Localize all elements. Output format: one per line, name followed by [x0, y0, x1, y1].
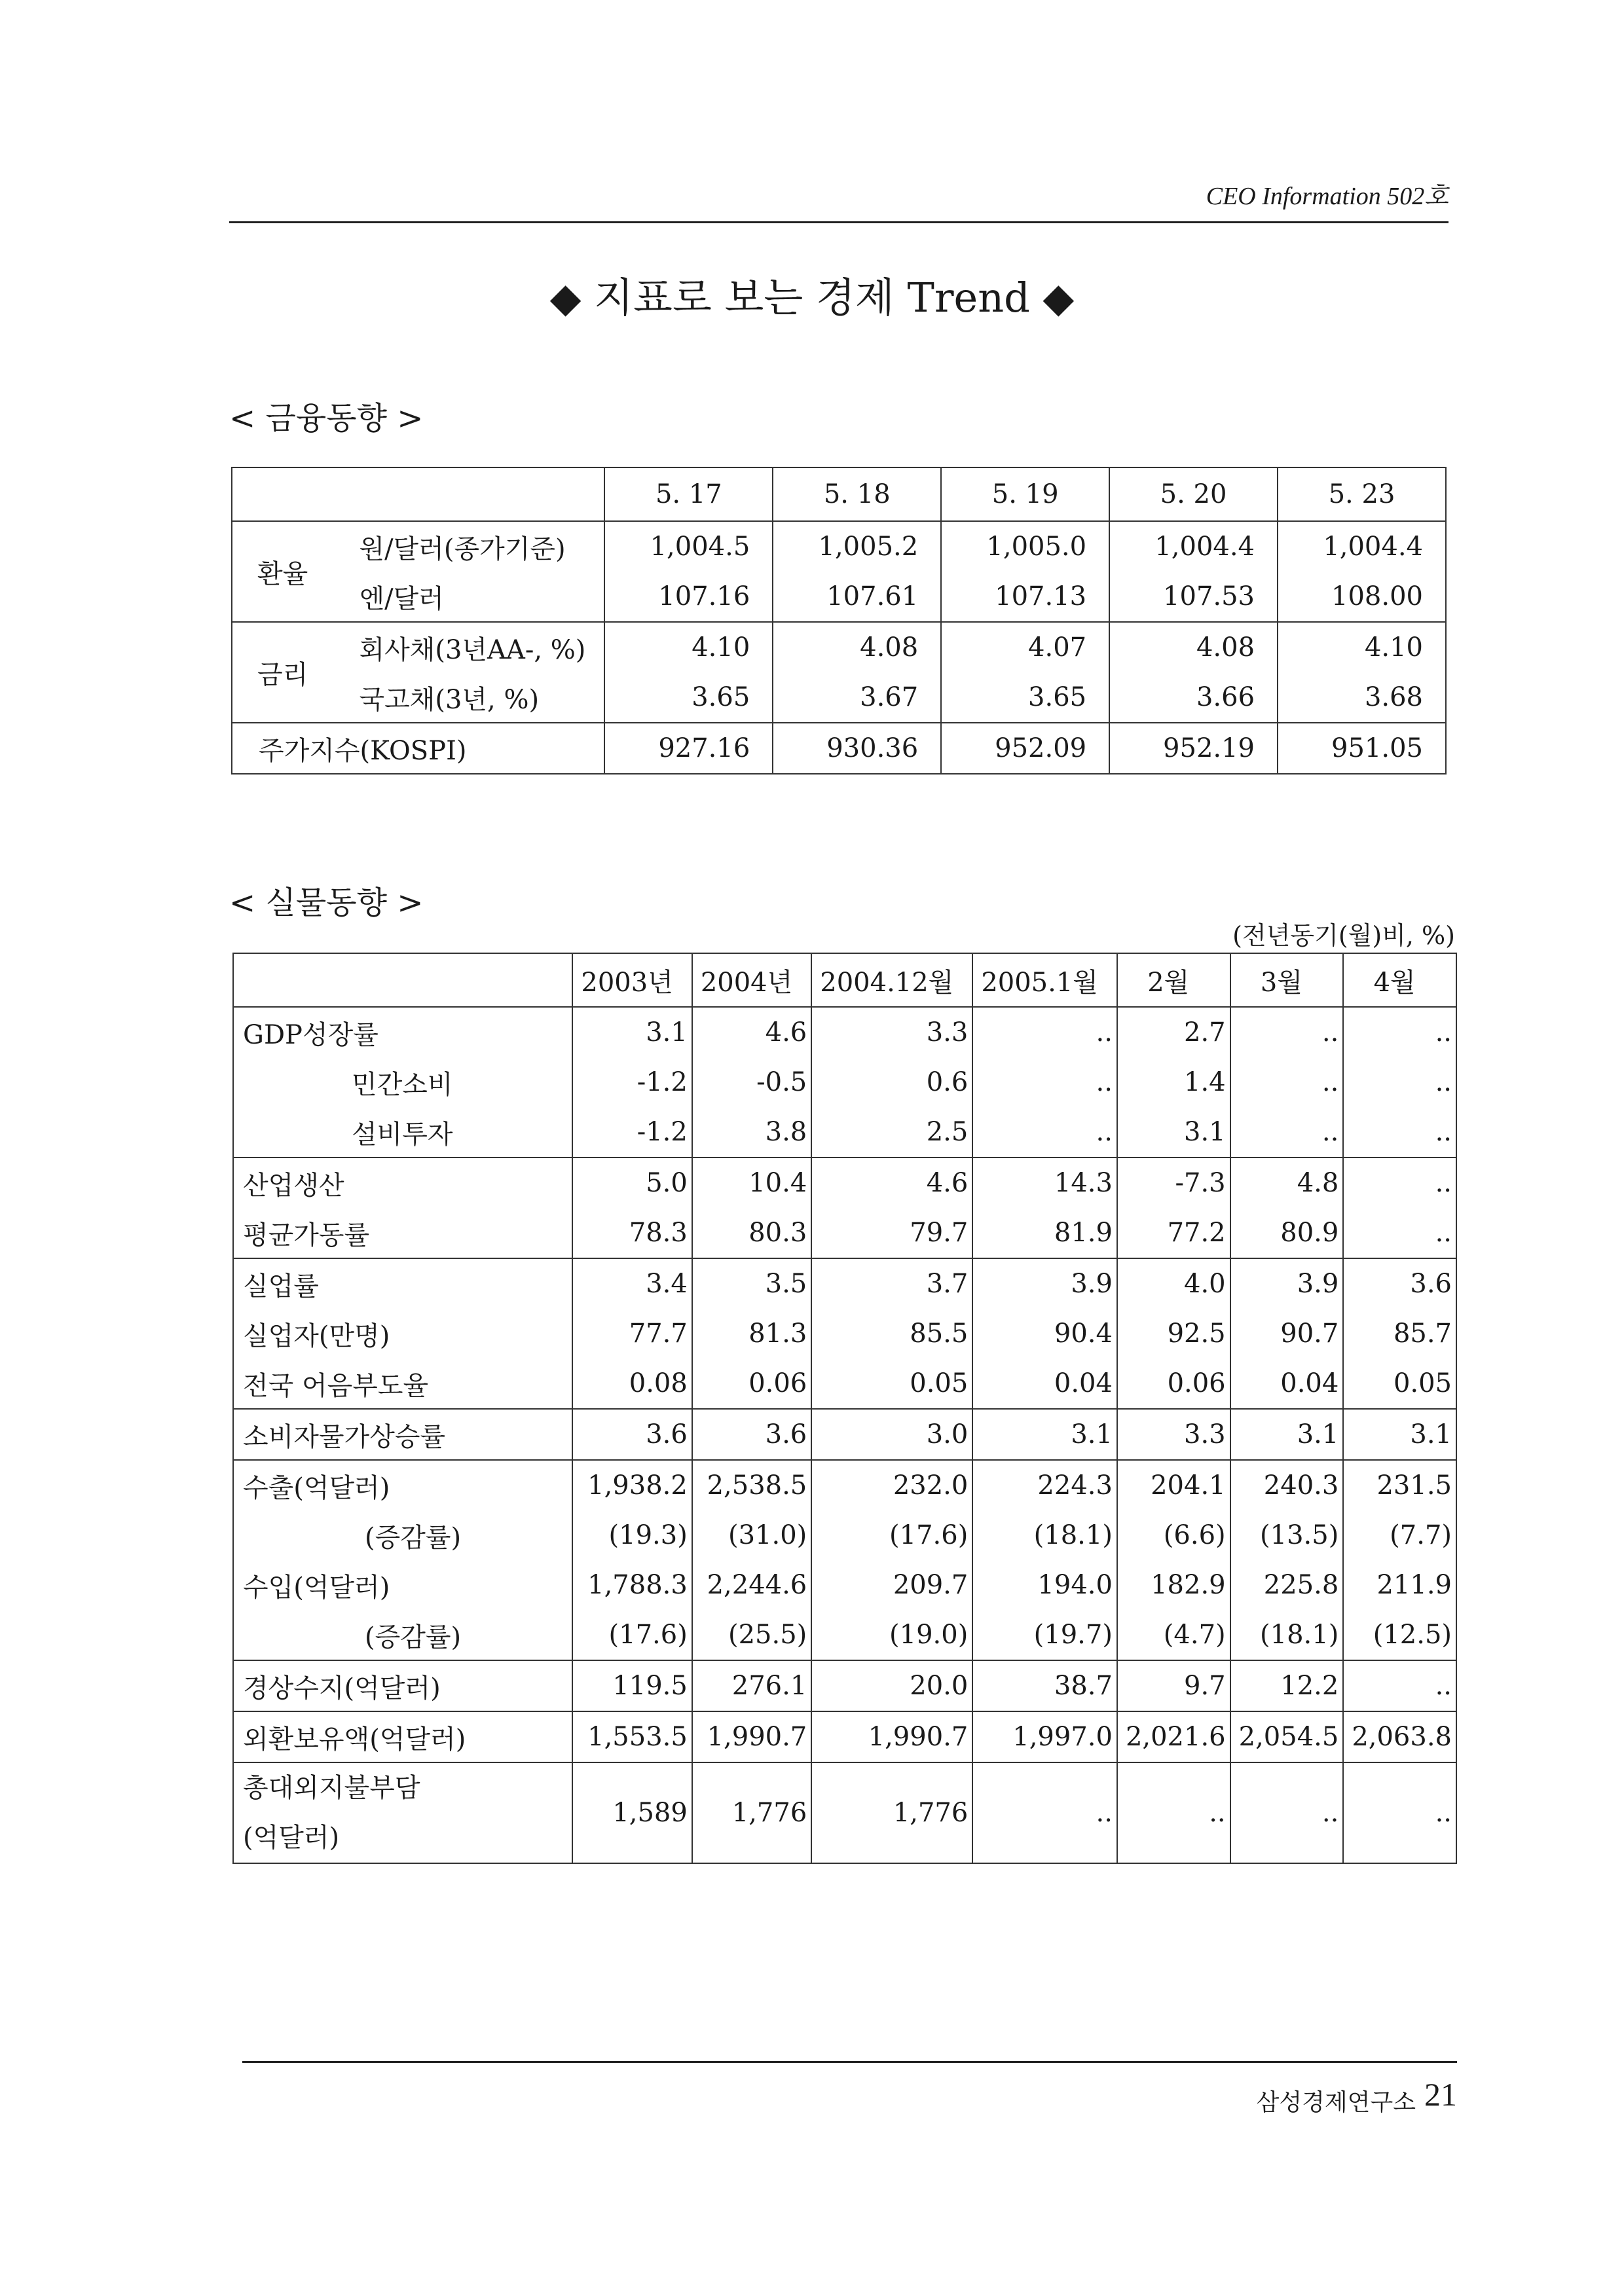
table-row — [233, 1660, 1456, 1711]
table-cell: .. — [972, 1007, 1117, 1057]
table-cell: 4.6 — [692, 1007, 811, 1057]
table-cell: 2.7 — [1117, 1007, 1230, 1057]
column-header: 2월 — [1117, 953, 1230, 1007]
table-cell: 952.19 — [1109, 723, 1278, 774]
table-row — [233, 1258, 1456, 1309]
table-cell: .. — [1230, 1762, 1344, 1863]
table-cell: 1,938.2 — [572, 1460, 692, 1510]
table-cell: 92.5 — [1117, 1309, 1230, 1358]
table-cell: 3.0 — [811, 1409, 972, 1460]
table-row — [233, 1208, 1456, 1258]
row-label: 수출(억달러) — [233, 1460, 572, 1510]
table-cell: (25.5) — [692, 1610, 811, 1660]
column-header: 3월 — [1230, 953, 1344, 1007]
table-cell: 182.9 — [1117, 1560, 1230, 1610]
table-row — [233, 1610, 1456, 1660]
table-cell: 3.6 — [572, 1409, 692, 1460]
row-group-label: 환율 — [232, 521, 344, 622]
table-cell: 240.3 — [1230, 1460, 1344, 1510]
table-cell: 2,244.6 — [692, 1560, 811, 1610]
table-cell: (13.5) — [1230, 1510, 1344, 1560]
corner-cell — [232, 467, 604, 521]
table-cell: -1.2 — [572, 1057, 692, 1107]
table-cell: 0.06 — [692, 1358, 811, 1409]
table-cell: .. — [1343, 1208, 1456, 1258]
table-cell: 0.06 — [1117, 1358, 1230, 1409]
table-cell: 0.05 — [1343, 1358, 1456, 1409]
real-economy-table — [232, 953, 1457, 1864]
table-cell: 209.7 — [811, 1560, 972, 1610]
footer-organization: 삼성경제연구소 — [1256, 2089, 1416, 2116]
table-cell: 3.1 — [1343, 1409, 1456, 1460]
table-cell: 80.9 — [1230, 1208, 1344, 1258]
table-cell: 204.1 — [1117, 1460, 1230, 1510]
page-number: 21 — [1424, 2076, 1457, 2113]
table-header-row — [233, 953, 1456, 1007]
page-title: ◆ 지표로 보는 경제 Trend ◆ — [549, 274, 1075, 321]
table-cell: 1,004.5 — [604, 521, 773, 572]
table-cell: 77.2 — [1117, 1208, 1230, 1258]
table-row — [233, 1560, 1456, 1610]
table-cell: 3.7 — [811, 1258, 972, 1309]
table-cell: 0.08 — [572, 1358, 692, 1409]
table-cell: 276.1 — [692, 1660, 811, 1711]
table-row — [232, 572, 1446, 622]
row-label: (증감률) — [233, 1510, 572, 1560]
table-cell: 231.5 — [1343, 1460, 1456, 1510]
table-cell: (17.6) — [811, 1510, 972, 1560]
table-cell: 4.8 — [1230, 1157, 1344, 1208]
financial-trends-table — [231, 467, 1447, 774]
publication-header: CEO Information 502호 — [1206, 183, 1449, 210]
table-cell: 4.0 — [1117, 1258, 1230, 1309]
row-label: 민간소비 — [233, 1057, 572, 1107]
table-cell: .. — [972, 1057, 1117, 1107]
row-label: GDP성장률 — [233, 1007, 572, 1057]
table-cell: 78.3 — [572, 1208, 692, 1258]
table-cell: 4.10 — [604, 622, 773, 672]
column-header: 5. 20 — [1109, 467, 1278, 521]
table-cell: 1,005.2 — [773, 521, 941, 572]
table-cell: .. — [972, 1107, 1117, 1157]
table-cell: 3.5 — [692, 1258, 811, 1309]
table-cell: (31.0) — [692, 1510, 811, 1560]
table-cell: 5.0 — [572, 1157, 692, 1208]
table-cell: 2,054.5 — [1230, 1711, 1344, 1762]
table-row — [232, 622, 1446, 672]
table-cell: 3.6 — [1343, 1258, 1456, 1309]
table-cell: (19.7) — [972, 1610, 1117, 1660]
row-label: 엔/달러 — [344, 572, 604, 622]
table-cell: .. — [1343, 1762, 1456, 1863]
table-cell: (18.1) — [972, 1510, 1117, 1560]
column-header: 4월 — [1343, 953, 1456, 1007]
corner-cell — [233, 953, 572, 1007]
table-cell: 3.3 — [1117, 1409, 1230, 1460]
table-cell: 12.2 — [1230, 1660, 1344, 1711]
table-cell: 3.1 — [1117, 1107, 1230, 1157]
table-cell: 3.1 — [572, 1007, 692, 1057]
table-cell: 3.9 — [1230, 1258, 1344, 1309]
table-cell: 3.67 — [773, 672, 941, 723]
row-label-line: (억달러) — [243, 1823, 340, 1853]
table-cell: .. — [1117, 1762, 1230, 1863]
row-label — [233, 1762, 572, 1863]
table-cell: 3.66 — [1109, 672, 1278, 723]
table-cell: 90.7 — [1230, 1309, 1344, 1358]
row-label: (증감률) — [233, 1610, 572, 1660]
table-cell: (12.5) — [1343, 1610, 1456, 1660]
table-cell: 232.0 — [811, 1460, 972, 1510]
table-row — [233, 1107, 1456, 1157]
table-row — [233, 1409, 1456, 1460]
table-cell: .. — [972, 1762, 1117, 1863]
table-cell: 107.13 — [941, 572, 1109, 622]
table-cell: 10.4 — [692, 1157, 811, 1208]
table-cell: .. — [1230, 1107, 1344, 1157]
table-cell: (6.6) — [1117, 1510, 1230, 1560]
row-label: 원/달러(종가기준) — [344, 521, 604, 572]
table-cell: 1,005.0 — [941, 521, 1109, 572]
table-cell: 0.04 — [1230, 1358, 1344, 1409]
table-cell: 2,538.5 — [692, 1460, 811, 1510]
row-label: 실업자(만명) — [233, 1309, 572, 1358]
table-cell: 2,021.6 — [1117, 1711, 1230, 1762]
table-cell: 81.9 — [972, 1208, 1117, 1258]
table-cell: 1,004.4 — [1109, 521, 1278, 572]
column-header: 5. 18 — [773, 467, 941, 521]
row-label: 경상수지(억달러) — [233, 1660, 572, 1711]
table-cell: 1.4 — [1117, 1057, 1230, 1107]
table-cell: 20.0 — [811, 1660, 972, 1711]
table-cell: 952.09 — [941, 723, 1109, 774]
row-label: 전국 어음부도율 — [233, 1358, 572, 1409]
table-cell: 3.65 — [604, 672, 773, 723]
table-cell: 4.08 — [773, 622, 941, 672]
table-cell: 1,990.7 — [692, 1711, 811, 1762]
table-cell: 3.1 — [972, 1409, 1117, 1460]
table-cell: 3.65 — [941, 672, 1109, 723]
table-cell: 2.5 — [811, 1107, 972, 1157]
table-cell: 211.9 — [1343, 1560, 1456, 1610]
table-row — [233, 1711, 1456, 1762]
row-label: 소비자물가상승률 — [233, 1409, 572, 1460]
table-row — [233, 1007, 1456, 1057]
table-cell: .. — [1343, 1107, 1456, 1157]
row-label: 수입(억달러) — [233, 1560, 572, 1610]
row-label: 국고채(3년, %) — [344, 672, 604, 723]
table-cell: 119.5 — [572, 1660, 692, 1711]
table-cell: 85.7 — [1343, 1309, 1456, 1358]
column-header: 2003년 — [572, 953, 692, 1007]
table-row — [233, 1057, 1456, 1107]
table-row — [233, 1510, 1456, 1560]
table-cell: 3.1 — [1230, 1409, 1344, 1460]
table-cell: 0.04 — [972, 1358, 1117, 1409]
table-cell: (4.7) — [1117, 1610, 1230, 1660]
table-cell: 1,990.7 — [811, 1711, 972, 1762]
unit-note: (전년동기(월)비, %) — [1232, 921, 1455, 950]
table-cell: .. — [1343, 1057, 1456, 1107]
table-cell: (19.0) — [811, 1610, 972, 1660]
table-cell: (7.7) — [1343, 1510, 1456, 1560]
table-cell: 85.5 — [811, 1309, 972, 1358]
table-row — [233, 1358, 1456, 1409]
table-cell: 1,788.3 — [572, 1560, 692, 1610]
row-label: 주가지수(KOSPI) — [232, 723, 604, 774]
table-row — [232, 521, 1446, 572]
column-header: 2004년 — [692, 953, 811, 1007]
table-cell: -0.5 — [692, 1057, 811, 1107]
table-cell: 2,063.8 — [1343, 1711, 1456, 1762]
row-label: 외환보유액(억달러) — [233, 1711, 572, 1762]
table-cell: 951.05 — [1278, 723, 1446, 774]
table-cell: 3.6 — [692, 1409, 811, 1460]
table-cell: 81.3 — [692, 1309, 811, 1358]
table-cell: -7.3 — [1117, 1157, 1230, 1208]
table-cell: 927.16 — [604, 723, 773, 774]
table-cell: 3.9 — [972, 1258, 1117, 1309]
row-group-label: 금리 — [232, 622, 344, 723]
table-cell: 79.7 — [811, 1208, 972, 1258]
table-cell: 107.53 — [1109, 572, 1278, 622]
table-cell: 107.61 — [773, 572, 941, 622]
row-label: 회사채(3년AA-, %) — [344, 622, 604, 672]
table-row — [233, 1460, 1456, 1510]
row-label-line: 총대외지불부담 — [243, 1773, 420, 1803]
table-cell: 1,553.5 — [572, 1711, 692, 1762]
table-cell: 4.10 — [1278, 622, 1446, 672]
table-cell: 4.07 — [941, 622, 1109, 672]
table-cell: .. — [1230, 1007, 1344, 1057]
table-cell: 930.36 — [773, 723, 941, 774]
footer-rule — [242, 2061, 1457, 2063]
table-cell: 1,776 — [692, 1762, 811, 1863]
table-cell: 4.08 — [1109, 622, 1278, 672]
real-economy-section-title: < 실물동향 > — [229, 884, 424, 921]
table-cell: 194.0 — [972, 1560, 1117, 1610]
table-cell: 9.7 — [1117, 1660, 1230, 1711]
table-cell: 1,776 — [811, 1762, 972, 1863]
table-row — [233, 1157, 1456, 1208]
table-cell: -1.2 — [572, 1107, 692, 1157]
table-cell: 14.3 — [972, 1157, 1117, 1208]
table-row — [233, 1762, 1456, 1863]
row-label: 실업률 — [233, 1258, 572, 1309]
table-cell: 224.3 — [972, 1460, 1117, 1510]
table-row — [232, 723, 1446, 774]
header-rule — [229, 221, 1449, 223]
column-header: 5. 23 — [1278, 467, 1446, 521]
table-cell: .. — [1343, 1660, 1456, 1711]
table-header-row — [232, 467, 1446, 521]
table-cell: .. — [1343, 1157, 1456, 1208]
column-header: 5. 17 — [604, 467, 773, 521]
table-cell: 77.7 — [572, 1309, 692, 1358]
column-header: 2005.1월 — [972, 953, 1117, 1007]
table-cell: 3.4 — [572, 1258, 692, 1309]
table-cell: 108.00 — [1278, 572, 1446, 622]
table-row — [233, 1309, 1456, 1358]
table-cell: 1,997.0 — [972, 1711, 1117, 1762]
financial-section-title: < 금융동향 > — [229, 400, 424, 437]
table-cell: 0.6 — [811, 1057, 972, 1107]
table-cell: 38.7 — [972, 1660, 1117, 1711]
table-cell: 3.8 — [692, 1107, 811, 1157]
table-cell: (19.3) — [572, 1510, 692, 1560]
table-cell: .. — [1343, 1007, 1456, 1057]
table-cell: 4.6 — [811, 1157, 972, 1208]
table-cell: 107.16 — [604, 572, 773, 622]
table-cell: 0.05 — [811, 1358, 972, 1409]
table-cell: 3.68 — [1278, 672, 1446, 723]
table-cell: 3.3 — [811, 1007, 972, 1057]
column-header: 5. 19 — [941, 467, 1109, 521]
table-cell: (17.6) — [572, 1610, 692, 1660]
table-cell: 1,004.4 — [1278, 521, 1446, 572]
table-cell: 225.8 — [1230, 1560, 1344, 1610]
table-cell: (18.1) — [1230, 1610, 1344, 1660]
table-cell: 90.4 — [972, 1309, 1117, 1358]
row-label: 산업생산 — [233, 1157, 572, 1208]
table-cell: 1,589 — [572, 1762, 692, 1863]
row-label: 설비투자 — [233, 1107, 572, 1157]
table-row — [232, 672, 1446, 723]
table-cell: .. — [1230, 1057, 1344, 1107]
column-header: 2004.12월 — [811, 953, 972, 1007]
table-cell: 80.3 — [692, 1208, 811, 1258]
row-label: 평균가동률 — [233, 1208, 572, 1258]
